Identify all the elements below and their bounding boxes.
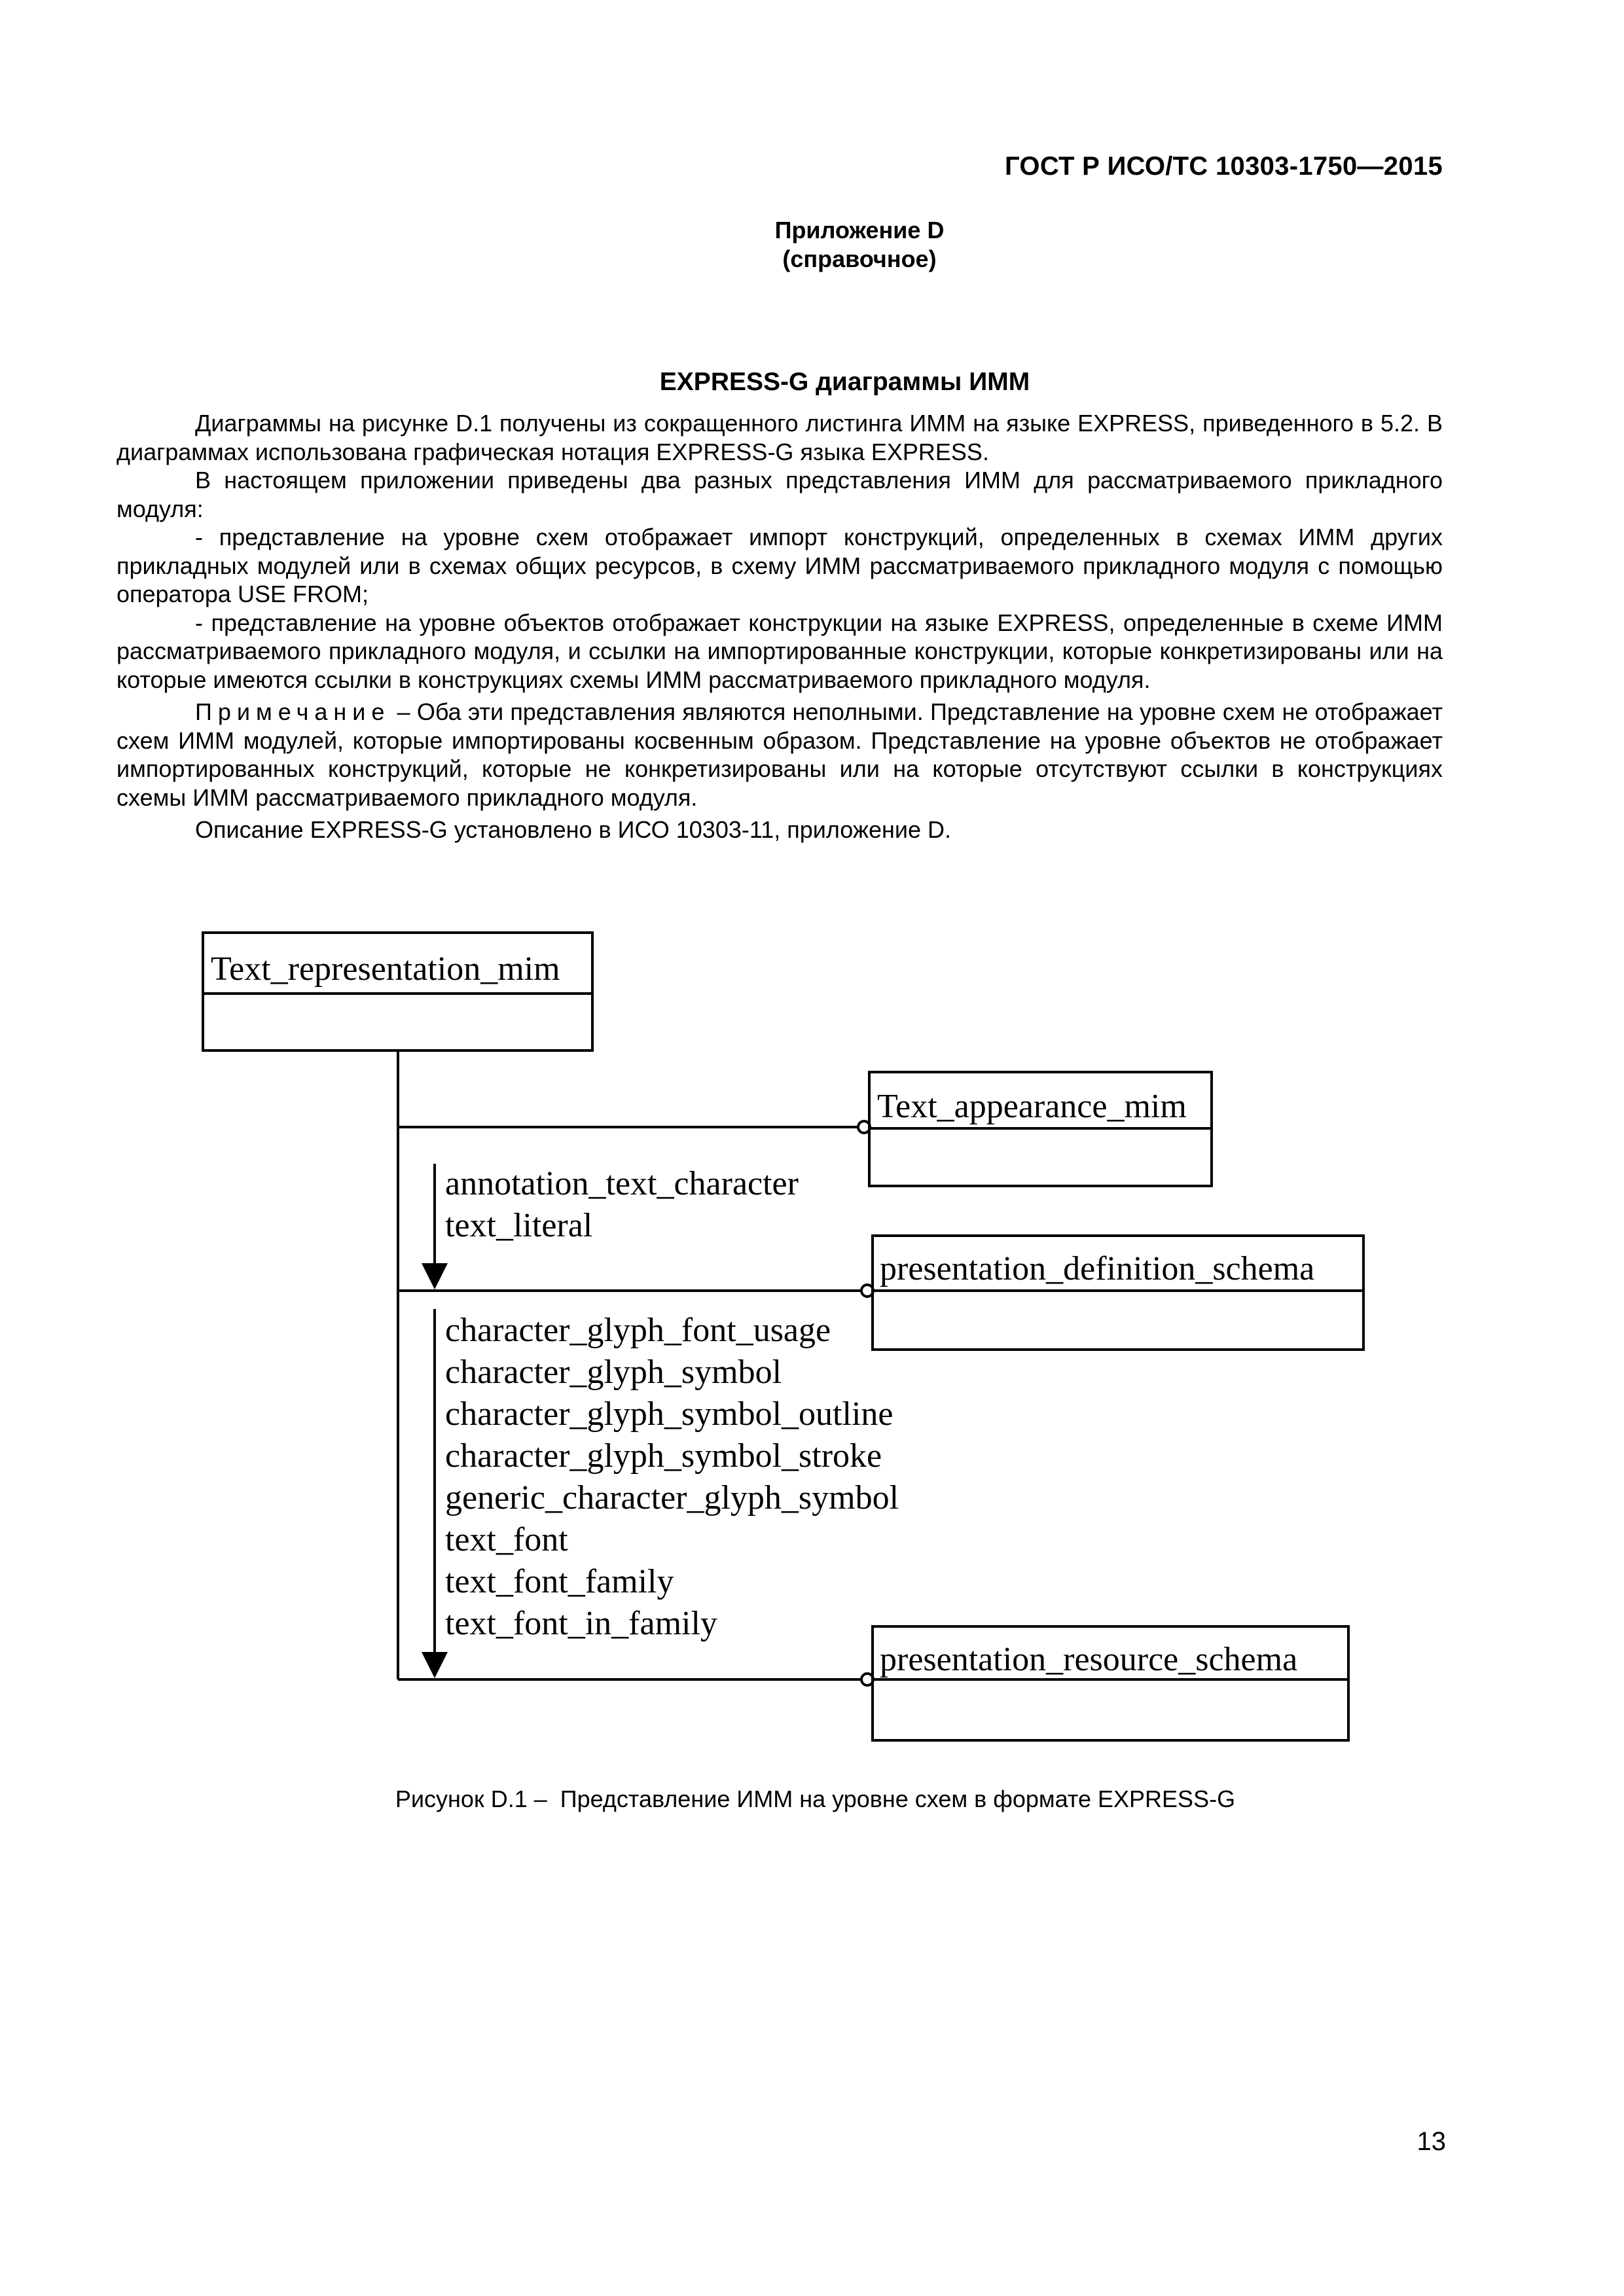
appendix-subtitle: (справочное): [782, 245, 937, 272]
figure-caption: [0, 1785, 1624, 1813]
schema-label-presentation-resource: presentation_resource_schema: [880, 1641, 1298, 1678]
import-item: annotation_text_character: [445, 1165, 799, 1202]
import-item: character_glyph_symbol: [445, 1354, 782, 1391]
schema-label-text-appearance: Text_appearance_mim: [877, 1088, 1187, 1125]
note-dash: –: [390, 698, 417, 725]
figure-caption-text: Представление ИММ на уровне схем в формате EXPRESS-G: [560, 1785, 1236, 1812]
note-label: Примечание: [195, 698, 391, 725]
paragraph-2: В настоящем приложении приведены два разных представления ИММ для рассматриваемого прикладного модуля:: [117, 467, 1443, 522]
import-item: text_font_in_family: [445, 1605, 717, 1642]
figure-caption-label: Рисунок D.1 –: [395, 1785, 547, 1812]
page-number: 13: [1416, 2127, 1446, 2156]
import-arrowhead-1: [422, 1263, 448, 1289]
import-item: character_glyph_symbol_outline: [445, 1395, 893, 1433]
document-code: ГОСТ Р ИСО/ТС 10303-1750—2015: [1004, 152, 1443, 181]
import-item: text_font: [445, 1521, 568, 1558]
paragraph-1: Диаграммы на рисунке D.1 получены из сокращенного листинга ИММ на языке EXPRESS, приведенного в 5.2. В диаграммах использована графическая нотация EXPRESS-G языка EXPRESS.: [117, 410, 1443, 465]
paragraph-4: - представление на уровне объектов отображает конструкции на языке EXPRESS, определенные в схеме ИММ рассматриваемого прикладного модуля, и ссылки на импортированные конструкции, которые конкретизированы или на которые имеются ссылки в конструкциях схемы ИММ рассматриваемого прикладного модуля.: [117, 609, 1443, 693]
import-item: character_glyph_symbol_stroke: [445, 1437, 882, 1475]
import-item: text_font_family: [445, 1563, 674, 1600]
import-item: character_glyph_font_usage: [445, 1312, 831, 1349]
import-item: text_literal: [445, 1207, 593, 1244]
import-item: generic_character_glyph_symbol: [445, 1479, 899, 1516]
section-title-text: EXPRESS-G диаграммы ИММ: [659, 368, 1030, 396]
paragraph-3: - представление на уровне схем отображает импорт конструкций, определенных в схемах ИММ других прикладных модулей или в схемах общих ресурсов, в схему ИММ рассматриваемого прикладного модуля с помощью оператора USE FROM;: [117, 524, 1443, 607]
import-arrowhead-2: [422, 1652, 448, 1678]
note-text: Оба эти представления являются неполными. Представление на уровне схем не отображает схем ИММ модулей, которые импортированы косвенным образом. Представление на уровне объектов не отображает импортированных конструкций, которые не конкретизированы или на которые отсутствуют ссылки в конструкциях схемы ИММ рассматриваемого прикладного модуля.: [117, 698, 1443, 811]
appendix-title: Приложение D: [774, 217, 945, 243]
schema-label-presentation-definition: presentation_definition_schema: [880, 1250, 1315, 1287]
paragraph-5: Описание EXPRESS-G установлено в ИСО 10303-11, приложение D.: [195, 816, 951, 843]
main-schema-label: Text_representation_mim: [211, 950, 560, 988]
